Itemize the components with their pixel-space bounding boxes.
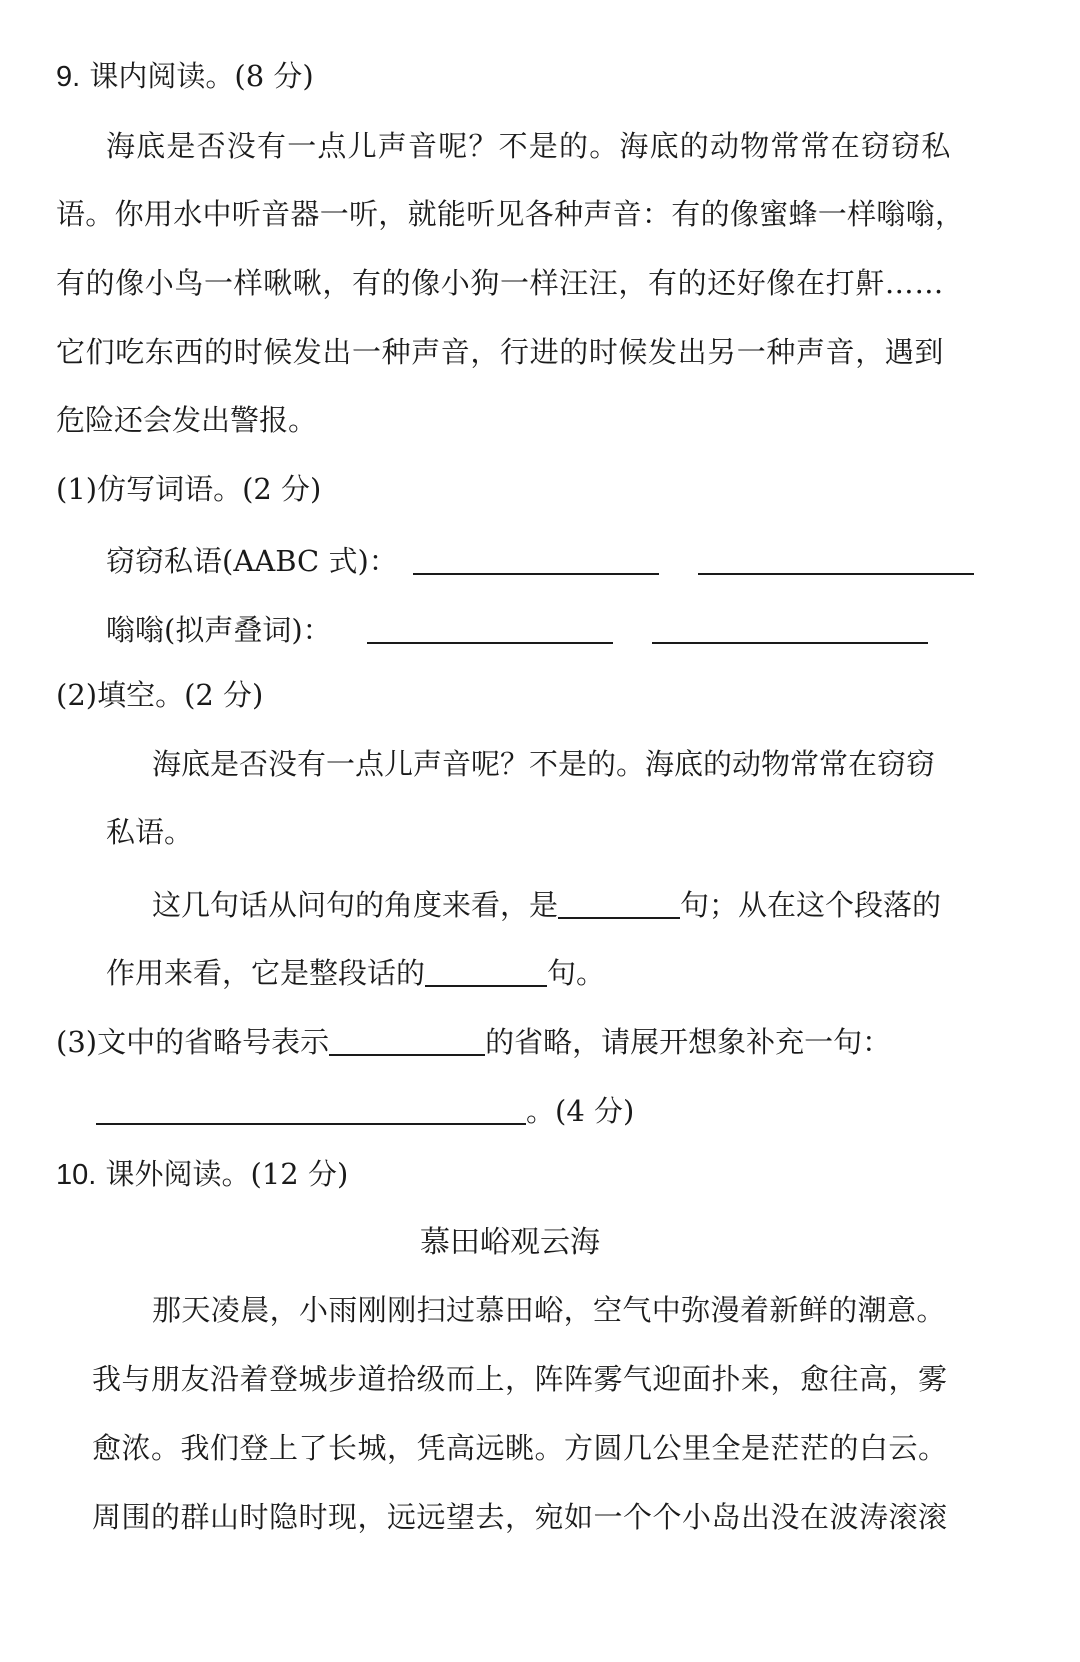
q9-sub3-line-2 bbox=[96, 1093, 635, 1129]
q10-heading bbox=[56, 1157, 349, 1191]
q9-sub2-fill-c: 作用来看，它是整段话的 bbox=[106, 956, 426, 991]
q10-passage-line-2: 我与朋友沿着登城步道拾级而上，阵阵雾气迎面扑来，愈往高，雾 bbox=[92, 1362, 948, 1396]
q9-sub2-quote-line-1: 海底是否没有一点儿声音呢？不是的。海底的动物常常在窃窃 bbox=[152, 747, 936, 781]
q9-passage-line-1: 海底是否没有一点儿声音呢？不是的。海底的动物常常在窃窃私 bbox=[106, 129, 952, 163]
q9-sub2-fill-line-1 bbox=[152, 887, 942, 923]
answer-blank-1b[interactable] bbox=[698, 543, 974, 575]
q9-sub2-fill-line-2 bbox=[106, 955, 606, 991]
q9-sub3-line-1 bbox=[56, 1024, 892, 1060]
q9-sub3-text-b: 的省略，请展开想象补充一句： bbox=[485, 1025, 892, 1060]
q10-number: 10. bbox=[56, 1159, 97, 1191]
q9-sub1-item2-text: 嗡嗡(拟声叠词)： bbox=[106, 613, 332, 648]
q9-sub3-text-a: (3)文中的省略号表示 bbox=[56, 1025, 330, 1060]
q10-title: 慕田峪观云海 bbox=[420, 1225, 600, 1260]
q9-heading-text: 课内阅读。(8 分) bbox=[89, 59, 314, 93]
q9-passage-line-4: 它们吃东西的时候发出一种声音，行进的时候发出另一种声音，遇到 bbox=[56, 335, 945, 369]
q10-passage-line-3: 愈浓。我们登上了长城，凭高远眺。方圆几公里全是茫茫的白云。 bbox=[92, 1431, 948, 1465]
q9-sub1-label: (1)仿写词语。(2 分) bbox=[56, 472, 322, 506]
answer-blank-1a[interactable] bbox=[413, 543, 659, 575]
answer-blank-3b[interactable] bbox=[96, 1093, 526, 1125]
q9-passage-line-5: 危险还会发出警报。 bbox=[56, 403, 318, 437]
q9-passage-line-3: 有的像小鸟一样啾啾，有的像小狗一样汪汪，有的还好像在打鼾…… bbox=[56, 266, 945, 300]
q9-sub3-tail: 。(4 分) bbox=[526, 1094, 635, 1129]
answer-blank-1d[interactable] bbox=[652, 612, 928, 644]
q9-passage-line-2: 语。你用水中听音器一听，就能听见各种声音：有的像蜜蜂一样嗡嗡， bbox=[56, 197, 965, 231]
answer-blank-2a[interactable] bbox=[558, 887, 680, 919]
q9-sub1-item2 bbox=[106, 612, 928, 648]
q10-heading-text: 课外阅读。(12 分) bbox=[105, 1157, 349, 1191]
q9-number: 9. bbox=[56, 61, 81, 93]
q9-sub2-quote-line-2: 私语。 bbox=[106, 815, 194, 849]
answer-blank-1c[interactable] bbox=[367, 612, 613, 644]
q9-sub1-item1-text: 窃窃私语(AABC 式)： bbox=[106, 544, 398, 579]
q9-sub2-fill-a: 这几句话从问句的角度来看，是 bbox=[152, 888, 559, 923]
answer-blank-2b[interactable] bbox=[425, 955, 547, 987]
q9-heading bbox=[56, 59, 314, 93]
q10-passage-line-4: 周围的群山时隐时现，远远望去，宛如一个个小岛出没在波涛滚滚 bbox=[92, 1500, 948, 1534]
q9-sub2-fill-d: 句。 bbox=[547, 956, 606, 991]
q9-sub2-fill-b: 句；从在这个段落的 bbox=[680, 888, 942, 923]
answer-blank-3a[interactable] bbox=[329, 1024, 485, 1056]
q9-sub2-label: (2)填空。(2 分) bbox=[56, 678, 264, 712]
q10-passage-line-1: 那天凌晨，小雨刚刚扫过慕田峪，空气中弥漫着新鲜的潮意。 bbox=[152, 1293, 946, 1327]
q9-sub1-item1 bbox=[106, 543, 974, 579]
